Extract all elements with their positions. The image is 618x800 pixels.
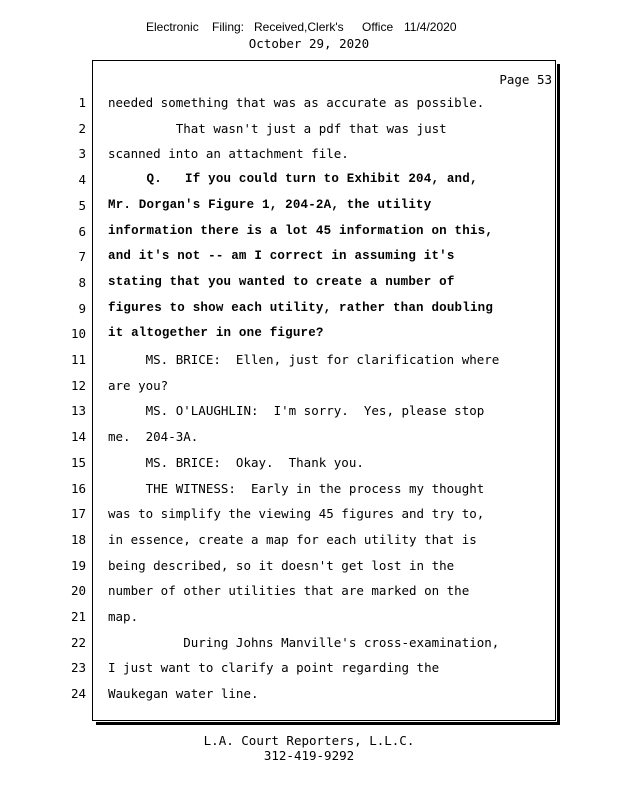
transcript-line (0, 301, 618, 321)
line-text: me. 204-3A. (108, 429, 199, 445)
line-number: 24 (70, 686, 86, 702)
line-number: 2 (78, 120, 86, 136)
transcript-line (0, 635, 618, 655)
line-text: it altogether in one figure? (108, 326, 324, 341)
transcript-line (0, 224, 618, 244)
transcript-line (0, 378, 618, 398)
line-number: 14 (70, 429, 86, 445)
line-text: being described, so it doesn't get lost in the (108, 557, 455, 573)
transcript-line (0, 172, 618, 192)
filing-stamp-word: 11/4/2020 (404, 20, 457, 34)
line-text: information there is a lot 45 information on this, (108, 223, 494, 238)
transcript-line (0, 198, 618, 218)
line-number: 13 (70, 403, 86, 419)
line-number: 5 (78, 197, 86, 213)
transcript-line (0, 275, 618, 295)
line-number: 9 (78, 300, 86, 316)
transcript-line (0, 609, 618, 629)
line-text: MS. BRICE: Ellen, just for clarification where (108, 352, 500, 367)
line-number: 10 (70, 326, 86, 342)
line-number: 20 (70, 583, 86, 599)
transcript-line (0, 146, 618, 166)
line-number: 16 (70, 480, 86, 496)
line-number: 22 (70, 634, 86, 650)
transcript-date: October 29, 2020 (248, 36, 370, 51)
line-text: That wasn't just a pdf that was just (108, 120, 447, 136)
transcript-line (0, 558, 618, 578)
line-text: Mr. Dorgan's Figure 1, 204-2A, the utility (108, 197, 432, 212)
filing-stamp-word: Office (362, 20, 394, 34)
transcript-line (0, 481, 618, 501)
transcript-line (0, 583, 618, 603)
transcript-line (0, 121, 618, 141)
line-text: THE WITNESS: Early in the process my thought (108, 480, 485, 496)
line-text: MS. BRICE: Okay. Thank you. (108, 454, 364, 470)
transcript-line (0, 455, 618, 475)
transcript-line (0, 249, 618, 269)
filing-stamp-word: Electronic (146, 20, 199, 34)
line-text: in essence, create a map for each utility that is (108, 531, 477, 547)
transcript-line (0, 686, 618, 706)
line-text: stating that you wanted to create a number of (108, 274, 455, 289)
line-number: 7 (78, 249, 86, 265)
transcript-line (0, 660, 618, 680)
line-text: are you? (108, 377, 169, 393)
transcript-line (0, 95, 618, 115)
line-number: 23 (70, 660, 86, 676)
transcript-line (0, 352, 618, 372)
line-number: 3 (78, 146, 86, 162)
line-text: During Johns Manville's cross-examination, (108, 634, 500, 650)
line-text: Q. If you could turn to Exhibit 204, and, (108, 172, 478, 187)
line-text: and it's not -- am I correct in assuming it's (108, 249, 455, 264)
line-number: 12 (70, 377, 86, 393)
line-number: 21 (70, 609, 86, 624)
line-text: I just want to clarify a point regarding the (108, 660, 440, 676)
line-text: figures to show each utility, rather than doubling (108, 300, 494, 315)
line-text: Waukegan water line. (108, 686, 259, 702)
line-text: number of other utilities that are marked on the (108, 583, 470, 599)
line-number: 11 (70, 352, 86, 367)
transcript-line (0, 506, 618, 526)
page-number: Page 53 (499, 72, 552, 87)
transcript-line (0, 532, 618, 552)
line-number: 19 (70, 557, 86, 573)
line-text: MS. O'LAUGHLIN: I'm sorry. Yes, please stop (108, 403, 485, 419)
footer-company: L.A. Court Reporters, L.L.C. (203, 733, 415, 748)
line-number: 1 (78, 95, 86, 110)
line-text: scanned into an attachment file. (108, 146, 349, 162)
filing-stamp-word: Filing: (212, 20, 245, 34)
transcript-line (0, 403, 618, 423)
transcript-line (0, 326, 618, 346)
line-text: needed something that was as accurate as possible. (108, 95, 485, 110)
transcript-line (0, 429, 618, 449)
line-number: 15 (70, 454, 86, 470)
line-text: was to simplify the viewing 45 figures and try to, (108, 506, 485, 522)
line-number: 18 (70, 531, 86, 547)
filing-stamp-word: Received,Clerk's (254, 20, 344, 34)
line-number: 4 (78, 172, 86, 188)
line-number: 17 (70, 506, 86, 522)
footer-phone: 312-419-9292 (263, 748, 355, 763)
line-number: 8 (78, 274, 86, 290)
line-number: 6 (78, 223, 86, 239)
line-text: map. (108, 609, 139, 624)
